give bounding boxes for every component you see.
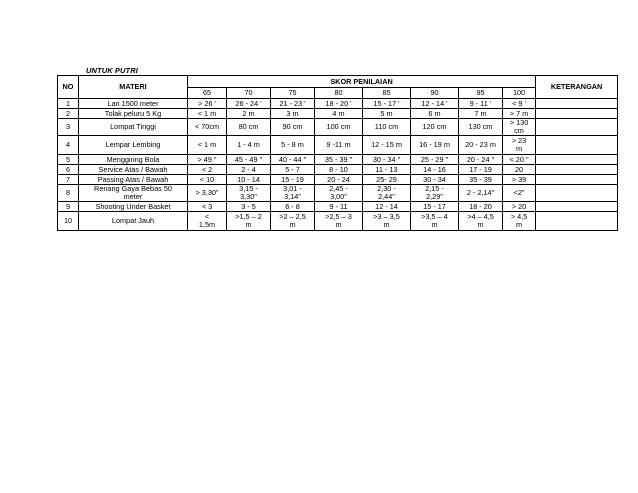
score-cell-85: 11 - 13 bbox=[363, 165, 411, 175]
row-keterangan bbox=[536, 155, 618, 165]
score-cell-70: 3,15 - 3,30" bbox=[227, 185, 271, 202]
score-cell-75: 90 cm bbox=[271, 119, 315, 136]
row-keterangan bbox=[536, 109, 618, 119]
score-cell-95: >4 – 4,5 m bbox=[459, 212, 503, 231]
score-cell-70: 1 - 4 m bbox=[227, 136, 271, 155]
score-cell-75: 5 - 8 m bbox=[271, 136, 315, 155]
score-cell-80: 2,45 - 3,00" bbox=[315, 185, 363, 202]
score-cell-90: 30 - 34 bbox=[411, 175, 459, 185]
header-score-95: 95 bbox=[459, 88, 503, 99]
row-number: 4 bbox=[58, 136, 79, 155]
score-cell-100: > 7 m bbox=[503, 109, 536, 119]
row-keterangan bbox=[536, 185, 618, 202]
row-number: 1 bbox=[58, 99, 79, 109]
score-cell-90: 16 - 19 m bbox=[411, 136, 459, 155]
score-cell-65: < 1 m bbox=[188, 109, 227, 119]
score-cell-90: 25 - 29 " bbox=[411, 155, 459, 165]
score-cell-80: 8 - 10 bbox=[315, 165, 363, 175]
score-cell-80: 35 - 39 " bbox=[315, 155, 363, 165]
header-score-65: 65 bbox=[188, 88, 227, 99]
score-cell-90: 6 m bbox=[411, 109, 459, 119]
row-materi: Shooting Under Basket bbox=[79, 202, 188, 212]
row-number: 10 bbox=[58, 212, 79, 231]
header-score-70: 70 bbox=[227, 88, 271, 99]
row-materi: Passing Atas / Bawah bbox=[79, 175, 188, 185]
score-cell-70: 80 cm bbox=[227, 119, 271, 136]
score-cell-70: 10 - 14 bbox=[227, 175, 271, 185]
score-cell-90: 2,15 - 2,29" bbox=[411, 185, 459, 202]
score-cell-75: 6 - 8 bbox=[271, 202, 315, 212]
score-cell-90: 15 - 17 bbox=[411, 202, 459, 212]
score-cell-75: >2 – 2,5 m bbox=[271, 212, 315, 231]
row-materi: Lempar Lembing bbox=[79, 136, 188, 155]
score-cell-95: 7 m bbox=[459, 109, 503, 119]
score-cell-65: < 1 m bbox=[188, 136, 227, 155]
score-cell-100: < 20 " bbox=[503, 155, 536, 165]
score-cell-95: 17 - 19 bbox=[459, 165, 503, 175]
score-cell-70: 2 - 4 bbox=[227, 165, 271, 175]
score-cell-70: 26 - 24 ' bbox=[227, 99, 271, 109]
row-keterangan bbox=[536, 212, 618, 231]
score-cell-90: 12 - 14 ' bbox=[411, 99, 459, 109]
header-score-90: 90 bbox=[411, 88, 459, 99]
score-cell-85: >3 – 3,5 m bbox=[363, 212, 411, 231]
row-keterangan bbox=[536, 119, 618, 136]
table-title: UNTUK PUTRI bbox=[86, 66, 138, 75]
header-no: NO bbox=[58, 76, 79, 99]
score-cell-95: 2 - 2,14" bbox=[459, 185, 503, 202]
header-skor-penilaian: SKOR PENILAIAN bbox=[188, 76, 536, 88]
score-cell-70: >1,5 – 2 m bbox=[227, 212, 271, 231]
score-cell-80: 20 - 24 bbox=[315, 175, 363, 185]
header-score-80: 80 bbox=[315, 88, 363, 99]
score-cell-100: < 9 ' bbox=[503, 99, 536, 109]
row-materi: Renang Gaya Bebas 50 meter bbox=[79, 185, 188, 202]
score-cell-85: 12 - 15 m bbox=[363, 136, 411, 155]
score-cell-65: > 3,30" bbox=[188, 185, 227, 202]
row-keterangan bbox=[536, 202, 618, 212]
row-number: 2 bbox=[58, 109, 79, 119]
score-cell-65: > 49 " bbox=[188, 155, 227, 165]
row-keterangan bbox=[536, 136, 618, 155]
score-cell-80: 9 -11 m bbox=[315, 136, 363, 155]
header-score-85: 85 bbox=[363, 88, 411, 99]
score-cell-100: <2" bbox=[503, 185, 536, 202]
score-cell-65: < 10 bbox=[188, 175, 227, 185]
score-cell-95: 130 cm bbox=[459, 119, 503, 136]
score-cell-90: >3,5 – 4 m bbox=[411, 212, 459, 231]
score-cell-100: > 23 m bbox=[503, 136, 536, 155]
row-materi: Lari 1500 meter bbox=[79, 99, 188, 109]
score-cell-90: 14 - 16 bbox=[411, 165, 459, 175]
row-materi: Lompat Tinggi bbox=[79, 119, 188, 136]
score-cell-70: 3 - 5 bbox=[227, 202, 271, 212]
table-row bbox=[58, 155, 618, 165]
table-row bbox=[58, 136, 618, 155]
table-row bbox=[58, 202, 618, 212]
score-cell-95: 35 - 39 bbox=[459, 175, 503, 185]
row-materi: Tolak peluru 5 Kg bbox=[79, 109, 188, 119]
score-cell-75: 3,01 - 3,14" bbox=[271, 185, 315, 202]
score-cell-100: 20 bbox=[503, 165, 536, 175]
score-cell-75: 3 m bbox=[271, 109, 315, 119]
table-row bbox=[58, 185, 618, 202]
row-materi: Lompat Jauh bbox=[79, 212, 188, 231]
header-score-75: 75 bbox=[271, 88, 315, 99]
score-cell-85: 25- 29 bbox=[363, 175, 411, 185]
score-cell-95: 18 - 20 bbox=[459, 202, 503, 212]
row-number: 5 bbox=[58, 155, 79, 165]
table-row bbox=[58, 175, 618, 185]
score-cell-80: 18 - 20 ' bbox=[315, 99, 363, 109]
table-row bbox=[58, 99, 618, 109]
score-cell-100: > 130 cm bbox=[503, 119, 536, 136]
score-cell-90: 120 cm bbox=[411, 119, 459, 136]
table-row bbox=[58, 109, 618, 119]
row-number: 3 bbox=[58, 119, 79, 136]
score-cell-100: > 39 bbox=[503, 175, 536, 185]
score-cell-75: 40 - 44 " bbox=[271, 155, 315, 165]
row-keterangan bbox=[536, 175, 618, 185]
header-keterangan: KETERANGAN bbox=[536, 76, 618, 99]
row-materi: Menggiring Bola bbox=[79, 155, 188, 165]
score-cell-65: < 1,5m bbox=[188, 212, 227, 231]
row-number: 7 bbox=[58, 175, 79, 185]
row-keterangan bbox=[536, 165, 618, 175]
score-cell-65: < 2 bbox=[188, 165, 227, 175]
score-cell-75: 21 - 23 ' bbox=[271, 99, 315, 109]
score-cell-95: 20 - 24 " bbox=[459, 155, 503, 165]
header-score-100: 100 bbox=[503, 88, 536, 99]
score-cell-75: 15 - 19 bbox=[271, 175, 315, 185]
score-cell-65: > 26 ' bbox=[188, 99, 227, 109]
score-cell-80: 9 - 11 bbox=[315, 202, 363, 212]
score-cell-100: > 20 bbox=[503, 202, 536, 212]
table-row bbox=[58, 212, 618, 231]
score-cell-85: 2,30 - 2,44" bbox=[363, 185, 411, 202]
score-cell-65: < 3 bbox=[188, 202, 227, 212]
score-cell-85: 110 cm bbox=[363, 119, 411, 136]
table-row bbox=[58, 119, 618, 136]
row-materi: Service Atas / Bawah bbox=[79, 165, 188, 175]
score-cell-75: 5 - 7 bbox=[271, 165, 315, 175]
score-cell-100: > 4,5 m bbox=[503, 212, 536, 231]
score-cell-85: 15 - 17 ' bbox=[363, 99, 411, 109]
score-cell-80: 4 m bbox=[315, 109, 363, 119]
score-cell-65: < 70cm bbox=[188, 119, 227, 136]
score-cell-85: 12 - 14 bbox=[363, 202, 411, 212]
row-keterangan bbox=[536, 99, 618, 109]
score-table bbox=[57, 75, 618, 231]
header-materi: MATERI bbox=[79, 76, 188, 99]
score-cell-95: 20 - 23 m bbox=[459, 136, 503, 155]
table-row bbox=[58, 165, 618, 175]
score-cell-85: 5 m bbox=[363, 109, 411, 119]
row-number: 9 bbox=[58, 202, 79, 212]
score-cell-80: 100 cm bbox=[315, 119, 363, 136]
score-cell-95: 9 - 11 ' bbox=[459, 99, 503, 109]
row-number: 8 bbox=[58, 185, 79, 202]
score-cell-70: 45 - 49 " bbox=[227, 155, 271, 165]
row-number: 6 bbox=[58, 165, 79, 175]
score-cell-70: 2 m bbox=[227, 109, 271, 119]
score-cell-80: >2,5 – 3 m bbox=[315, 212, 363, 231]
score-cell-85: 30 - 34 " bbox=[363, 155, 411, 165]
